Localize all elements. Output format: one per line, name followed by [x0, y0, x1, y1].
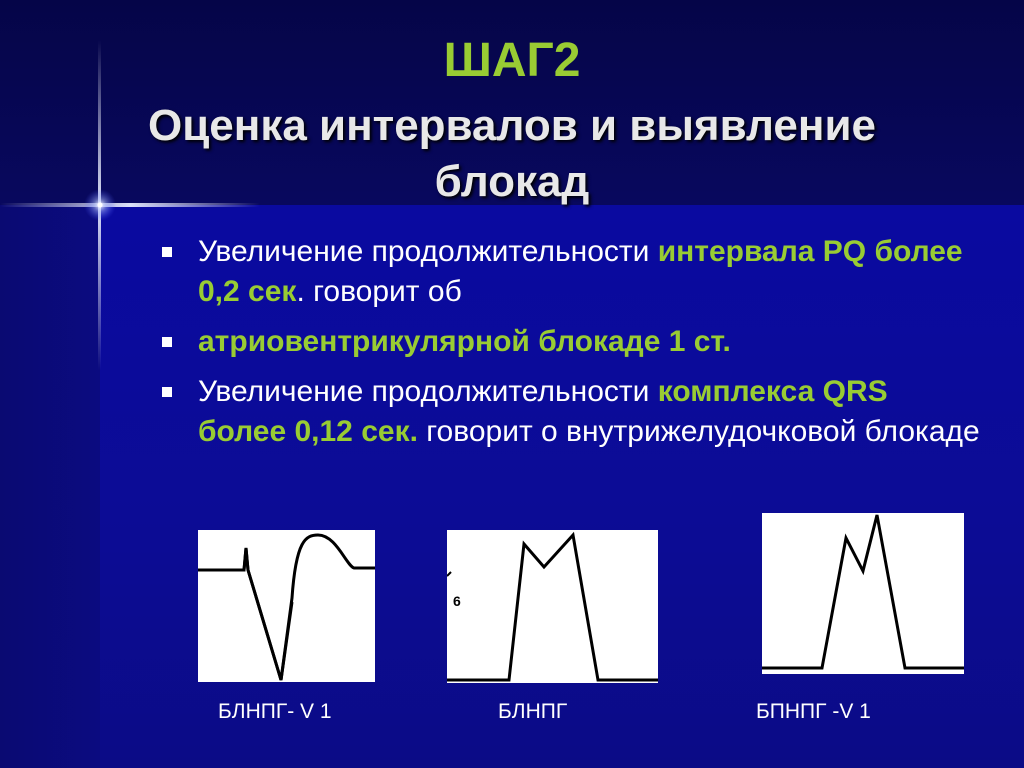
ecg-figure-3 — [762, 513, 964, 674]
bullet-text: говорит о внутрижелудочковой блокаде — [417, 415, 980, 448]
main-title: Оценка интервалов и выявление блокад — [148, 101, 876, 206]
bullet-item — [160, 232, 980, 312]
step-title: ШАГ2 — [443, 34, 581, 87]
bullet-text: . говорит об — [296, 275, 462, 308]
figure-1-caption: БЛНПГ- V 1 — [218, 700, 332, 723]
bullet-highlight-text: интервала PQ более 0,2 сек — [198, 235, 963, 308]
figure-3-caption: БПНПГ -V 1 — [756, 700, 871, 723]
bullet-text: Увеличение продолжительности — [198, 375, 658, 408]
bullet-highlight-text: атриовентрикулярной блокаде 1 ст. — [198, 325, 731, 358]
bullet-highlight-text: комплекса QRS более 0,12 сек. — [198, 375, 888, 448]
bullet-list — [160, 232, 980, 462]
bullet-item — [160, 372, 980, 452]
bullet-marker-icon — [162, 387, 172, 397]
ecg-trace-2 — [447, 530, 658, 683]
bullet-text: Увеличение продолжительности — [198, 235, 658, 268]
lead-label: 6 — [453, 593, 461, 609]
ecg-figure-1 — [198, 530, 375, 682]
bullet-marker-icon — [162, 247, 172, 257]
figure-2-caption: БЛНПГ — [498, 700, 568, 723]
ecg-figure-2 — [447, 530, 658, 683]
bullet-item — [160, 322, 980, 362]
ecg-trace-1 — [198, 530, 375, 682]
left-background-band — [0, 205, 100, 768]
bullet-marker-icon — [162, 337, 172, 347]
ecg-trace-3 — [762, 513, 964, 674]
